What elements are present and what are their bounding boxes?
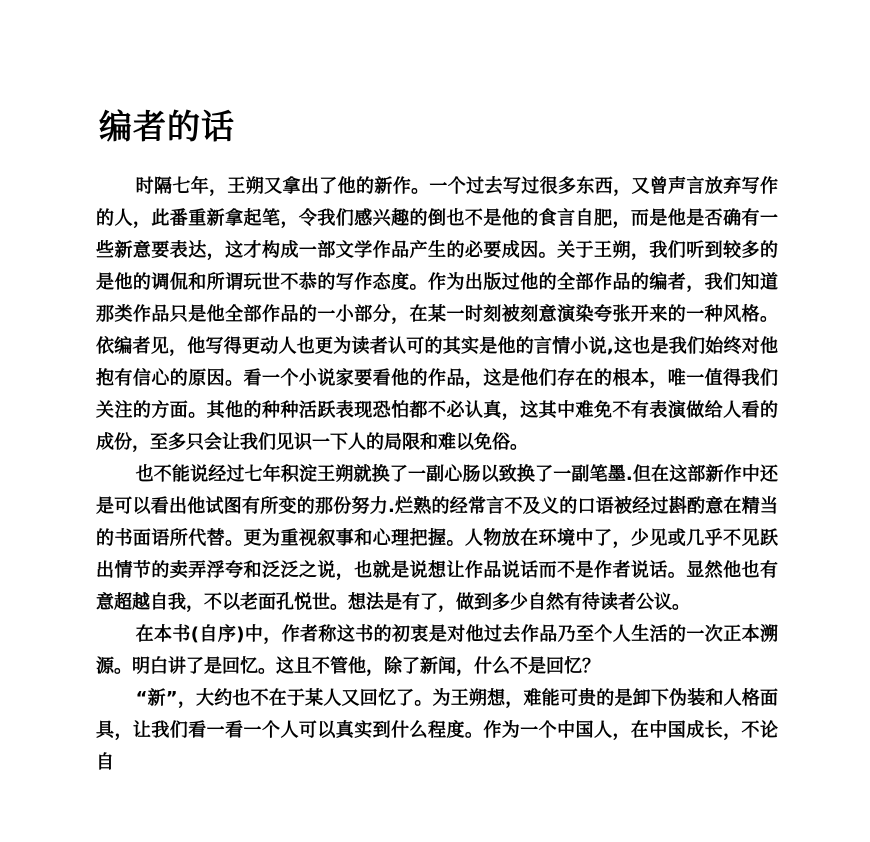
page-body [96,171,778,779]
page-title: 编者的话 [99,107,235,146]
paragraph: “新”，大约也不在于某人又回忆了。为王朔想，难能可贵的是卸下伪装和人格面具，让我们看一看一个人可以真实到什么程度。作为一个中国人，在中国成长，不论自 [96,688,778,773]
paragraph: 在本书(自序)中，作者称这书的初衷是对他过去作品乃至个人生活的一次正本溯源。明白讲了是回忆。这且不管他，除了新闻，什么不是回忆？ [96,624,778,677]
paragraph: 也不能说经过七年积淀王朔就换了一副心肠以致换了一副笔墨.但在这部新作中还是可以看出他试图有所变的那份努力.烂熟的经常言不及义的口语被经过斟酌意在精当的书面语所代替。更为重视叙事和心理把握。人物放在环境中了，少见或几乎不见跃出情节的卖弄浮夸和泛泛之说，也就是说想让作品说话而不是作者说话。显然他也有意超越自我，不以老面孔悦世。想法是有了，做到多少自然有待读者公议。 [96,464,778,613]
paragraph: 时隔七年，王朔又拿出了他的新作。一个过去写过很多东西，又曾声言放弃写作的人，此番重新拿起笔，令我们感兴趣的倒也不是他的食言自肥，而是他是否确有一些新意要表达，这才构成一部文学作品产生的必要成因。关于王朔，我们听到较多的是他的调侃和所谓玩世不恭的写作态度。作为出版过他的全部作品的编者，我们知道那类作品只是他全部作品的一小部分，在某一时刻被刻意演染夸张开来的一种风格。依编者见，他写得更动人也更为读者认可的其实是他的言情小说,这也是我们始终对他抱有信心的原因。看一个小说家要看他的作品，这是他们存在的根本，唯一值得我们关注的方面。其他的种种活跃表现恐怕都不必认真，这其中难免不有表演做给人看的成份，至多只会让我们见识一下人的局限和难以免俗。 [96,176,778,453]
